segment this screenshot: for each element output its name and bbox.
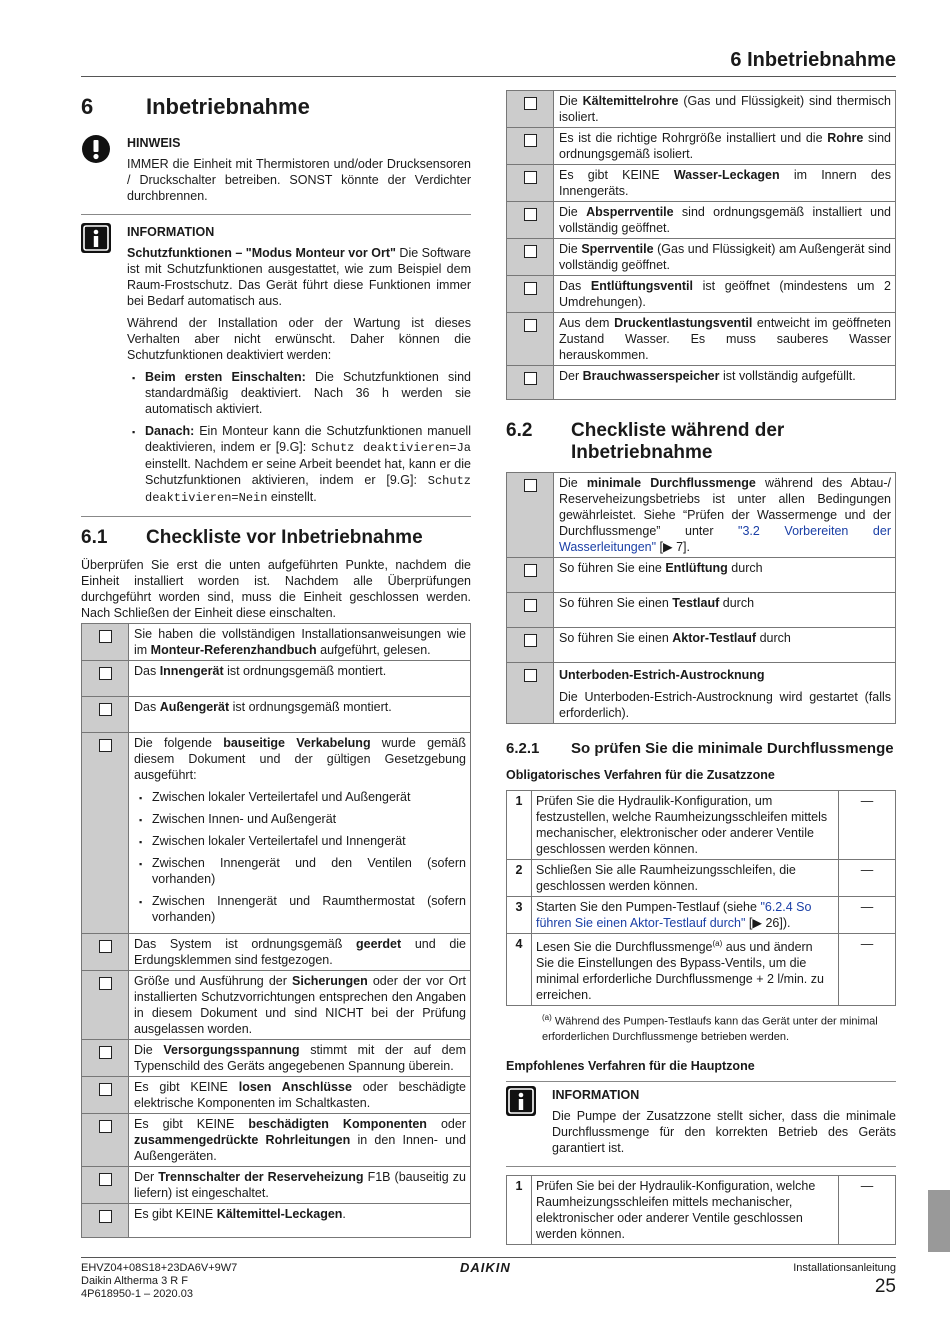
checklist-row: So führen Sie einen Testlauf durch [507, 593, 896, 628]
info-bullets [127, 369, 471, 506]
checklist-row: Die minimale Durchflussmenge während des Abtau-/ Reserveheizungsbetriebs ist unter allen Bedingungen gewährleistet. Siehe “Prüfen der Wassermenge und der Durchflussmenge” unter "3.2 Vorbereiten der Wasserleitungen" [▶ 7]. [507, 473, 896, 558]
checkbox[interactable] [99, 739, 112, 752]
wiring-item: ▪ Zwischen Innengerät und Raumthermostat (sofern vorhanden) [152, 893, 466, 925]
recommended-procedure-title: Empfohlenes Verfahren für die Hauptzone [506, 1058, 755, 1073]
checklist-row: So führen Sie einen Aktor-Testlauf durch [507, 628, 896, 663]
checkbox[interactable] [524, 134, 537, 147]
mandatory-procedure-title: Obligatorisches Verfahren für die Zusatzzone [506, 768, 775, 782]
info-paragraph-2: Während der Installation oder der Wartung ist dieses Verhalten aber nicht erwünscht. Daher können die Schutzfunktionen deaktiviert werden: [127, 316, 471, 362]
hinweis-box [81, 134, 471, 215]
checklist-row: Die folgende bauseitige Verkabelung wurde gemäß diesem Dokument und der gültigen Gesetzgebung ausgeführt: ▪ Zwischen lokaler Verteilertafel und Außengerät ▪ Zwischen Innen- und Außengerät ▪ Zwischen lokaler Verteilertafel und Innengerät ▪ Zwischen Innengerät und den Ventilen (sofern vorhanden) ▪ Zwischen Innengerät und Raumthermostat (sofern vorhanden) [82, 733, 471, 934]
checkbox[interactable] [99, 667, 112, 680]
section-6-1-heading: 6.1 Checkliste vor Inbetriebnahme [81, 527, 423, 548]
information-box [81, 223, 471, 517]
wiring-item: ▪ Zwischen Innen- und Außengerät [152, 811, 466, 827]
step-row: 4 Lesen Sie die Durchflussmenge$^{(a)}$ aus und ändern Sie die Einstellungen des Bypass-Ventils, um die minimal erforderliche Durchflussmenge + 2 l/min. zu erreichen. — [507, 934, 896, 1006]
footer-document-info: EHVZ04+08S18+23DA6V+9W7 Daikin Altherma 3 R F 4P618950-1 – 2020.03 [81, 1262, 238, 1300]
checkbox[interactable] [524, 564, 537, 577]
checkbox[interactable] [99, 1120, 112, 1133]
hinweis-text: IMMER die Einheit mit Thermistoren und/oder Drucksensoren / Druckschalter betreiben. SONST könnte der Verdichter durchbrennen. [127, 157, 471, 203]
section-6-1-intro: Überprüfen Sie erst die unten aufgeführten Punkte, nachdem die Einheit installiert worden ist. Nachdem alle Überprüfungen durchgeführt worden sind, muss die Einheit geschlossen werden. Nach Schließen der Einheit diese einschalten. [81, 558, 471, 620]
information-icon [81, 223, 127, 512]
right-column [506, 90, 896, 1245]
checklist-row: Der Trennschalter der Reserveheizung F1B (bauseitig zu liefern) ist eingeschaltet. [82, 1167, 471, 1204]
page-number: 25 [874, 1276, 896, 1297]
section-6-heading: 6 Inbetriebnahme [81, 94, 310, 119]
checklist-row: So führen Sie eine Entlüftung durch [507, 558, 896, 593]
checkbox[interactable] [99, 1083, 112, 1096]
checklist-row: Es ist die richtige Rohrgröße installiert und die Rohre sind ordnungsgemäß isoliert. [507, 128, 896, 165]
checklist-before-commissioning-continued [506, 90, 896, 400]
checklist-row: Es gibt KEINE Kältemittel-Leckagen. [82, 1204, 471, 1238]
section-6-2-heading: 6.2 Checkliste während der Inbetriebnahme [506, 420, 785, 463]
checkbox[interactable] [524, 599, 537, 612]
info-title: INFORMATION [552, 1087, 640, 1102]
recommended-steps-table [506, 1175, 896, 1245]
step-row: 2 Schließen Sie alle Raumheizungsschleifen, die geschlossen werden können. — [507, 860, 896, 897]
running-header: 6 Inbetriebnahme [730, 49, 896, 71]
step-row: 1 Prüfen Sie bei der Hydraulik-Konfiguration, welche Raumheizungsschleifen mittels mechanischer, elektronischer oder anderer Ventile geschlossen werden können. — [507, 1175, 896, 1244]
chapter-tab-marker [928, 1190, 950, 1252]
checklist-row: Das System ist ordnungsgemäß geerdet und die Erdungsklemmen sind festgezogen. [82, 934, 471, 971]
checkbox[interactable] [99, 630, 112, 643]
checklist-row: Die Versorgungsspannung stimmt mit der auf dem Typenschild des Geräts angegebenen Spannung überein. [82, 1040, 471, 1077]
checkbox[interactable] [99, 1210, 112, 1223]
checklist-row: Unterboden-Estrich-Austrocknung Die Unterboden-Estrich-Austrocknung wird gestartet (falls erforderlich). [507, 663, 896, 724]
wiring-item: ▪ Zwischen lokaler Verteilertafel und Innengerät [152, 833, 466, 849]
checklist-row: Die Absperrventile sind ordnungsgemäß installiert und vollständig geöffnet. [507, 202, 896, 239]
wiring-list [134, 789, 466, 925]
checkbox[interactable] [524, 208, 537, 221]
warning-icon [81, 134, 127, 210]
checkbox[interactable] [99, 940, 112, 953]
info-paragraph-1: Schutzfunktionen – "Modus Monteur vor Ort" Die Software ist mit Schutzfunktionen ausgestattet, wie zum Beispiel dem Raum-Frostschutz. Das Gerät führt diese Funktionen immer bei Bedarf automatisch aus. [127, 246, 472, 308]
footer-doc-type: Installationsanleitung [793, 1262, 896, 1274]
checkbox[interactable] [524, 319, 537, 332]
information-icon [506, 1086, 552, 1162]
checklist-during-commissioning [506, 472, 896, 724]
checklist-row: Der Brauchwasserspeicher ist vollständig aufgefüllt. [507, 366, 896, 400]
info-text: Die Pumpe der Zusatzzone stellt sicher, dass die minimale Durchflussmenge für den korrekten Betrieb des Geräts garantiert ist. [552, 1108, 896, 1155]
checklist-row: Das Außengerät ist ordnungsgemäß montiert. [82, 697, 471, 733]
section-6-2-1-heading: 6.2.1 So prüfen Sie die minimale Durchflussmenge [506, 740, 894, 757]
link-wasserleitungen[interactable]: "3.2 Vorbereiten der Wasserleitungen" [559, 524, 891, 554]
checkbox[interactable] [99, 977, 112, 990]
checkbox[interactable] [524, 171, 537, 184]
checklist-before-commissioning [81, 623, 471, 1238]
footnote: $^{(a)}$ Während des Pumpen-Testlaufs kann das Gerät unter der minimal erforderlichen Durchflussmenge betrieben werden. [542, 1013, 878, 1043]
checklist-row: Es gibt KEINE losen Anschlüsse oder beschädigte elektrische Komponenten im Schaltkasten. [82, 1077, 471, 1114]
footer-rule [81, 1257, 896, 1258]
checkbox[interactable] [99, 1173, 112, 1186]
left-column [81, 90, 471, 1238]
checklist-row: Die Sperrventile (Gas und Flüssigkeit) am Außengerät sind vollständig geöffnet. [507, 239, 896, 276]
checklist-row: Es gibt KEINE beschädigten Komponenten oder zusammengedrückte Rohrleitungen in den Innen- und Außengeräten. [82, 1114, 471, 1167]
info-title: INFORMATION [127, 225, 215, 239]
header-rule [81, 76, 896, 77]
checklist-row: Es gibt KEINE Wasser-Leckagen im Innern des Innengeräts. [507, 165, 896, 202]
checklist-row: Das Innengerät ist ordnungsgemäß montiert. [82, 661, 471, 697]
info-bullet: ▪ Beim ersten Einschalten: Die Schutzfunktionen sind standardmäßig deaktiviert. Nach 36 h werden sie automatisch aktiviert. [145, 369, 471, 417]
checkbox[interactable] [524, 282, 537, 295]
wiring-item: ▪ Zwischen Innengerät und den Ventilen (sofern vorhanden) [152, 855, 466, 887]
checkbox[interactable] [524, 669, 537, 682]
info-bullet: ▪ Danach: Ein Monteur kann die Schutzfunktionen manuell deaktivieren, indem er [9.G]: Schutz deaktivieren=Ja einstellt. Nachdem er seine Arbeit beendet hat, kann er die Schutzfunktionen aktivieren, indem er [9.G]: Schutz deaktivieren=Nein einstellt. [145, 423, 471, 506]
brand-logo: DAIKIN [460, 1260, 511, 1275]
hinweis-title: HINWEIS [127, 136, 181, 150]
checklist-row: Größe und Ausführung der Sicherungen oder der vor Ort installierten Schutzvorrichtungen entsprechen den Angaben in diesem Dokument und sind NICHT bei der Prüfung ausgelassen worden. [82, 971, 471, 1040]
checklist-row: Das Entlüftungsventil ist geöffnet (mindestens um 2 Umdrehungen). [507, 276, 896, 313]
step-row: 3 Starten Sie den Pumpen-Testlauf (siehe "6.2.4 So führen Sie einen Aktor-Testlauf durch" [▶ 26]). — [507, 897, 896, 934]
mandatory-steps-table [506, 790, 896, 1006]
checkbox[interactable] [524, 479, 537, 492]
checkbox[interactable] [524, 97, 537, 110]
step-row: 1 Prüfen Sie die Hydraulik-Konfiguration, um festzustellen, welche Raumheizungsschleifen mittels mechanischer, elektronischer oder anderer Ventile geschlossen werden können. — [507, 791, 896, 860]
wiring-item: ▪ Zwischen lokaler Verteilertafel und Außengerät [152, 789, 466, 805]
checkbox[interactable] [524, 634, 537, 647]
checkbox[interactable] [99, 1046, 112, 1059]
checkbox[interactable] [99, 703, 112, 716]
information-box-2 [506, 1081, 896, 1167]
checkbox[interactable] [524, 245, 537, 258]
checklist-row: Aus dem Druckentlastungsventil entweicht im geöffneten Zustand Wasser. Es muss sauberes Wasser herauskommen. [507, 313, 896, 366]
checklist-row: Die Kältemittelrohre (Gas und Flüssigkeit) sind thermisch isoliert. [507, 91, 896, 128]
checklist-row: Sie haben die vollständigen Installationsanweisungen wie im Monteur-Referenzhandbuch aufgeführt, gelesen. [82, 624, 471, 661]
link-aktor-testlauf[interactable]: "6.2.4 So führen Sie einen Aktor-Testlauf durch" [536, 900, 812, 930]
checkbox[interactable] [524, 372, 537, 385]
